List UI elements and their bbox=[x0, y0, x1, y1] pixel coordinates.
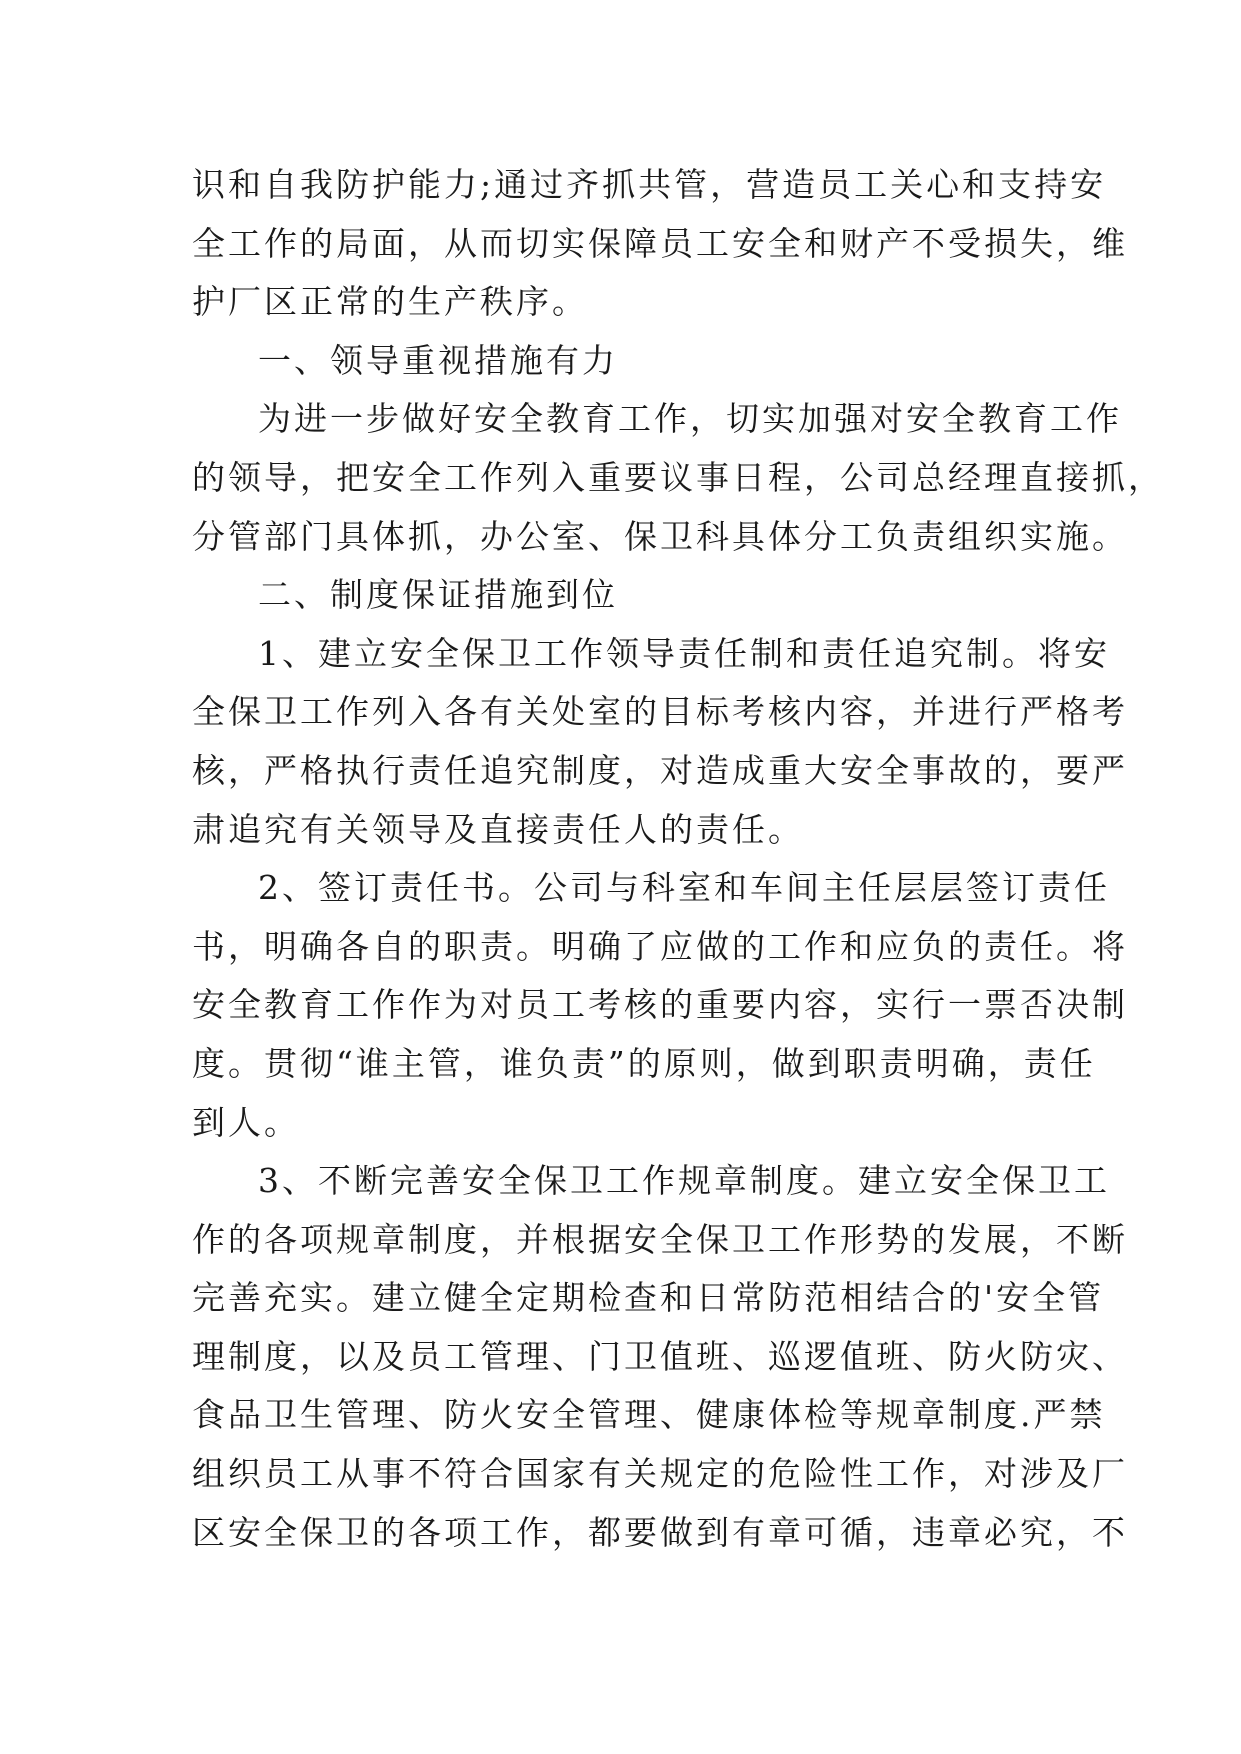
text-line: 核，严格执行责任追究制度，对造成重大安全事故的，要严 bbox=[192, 750, 1128, 790]
text-line: 护厂区正常的生产秩序。 bbox=[192, 282, 588, 322]
text-line: 全工作的局面，从而切实保障员工安全和财产不受损失，维 bbox=[192, 223, 1128, 263]
text-line: 完善充实。建立健全定期检查和日常防范相结合的'安全管 bbox=[192, 1278, 1105, 1318]
text-line: 的领导，把安全工作列入重要议事日程，公司总经理直接抓， bbox=[192, 457, 1164, 497]
text-line: 识和自我防护能力;通过齐抓共管，营造员工关心和支持安 bbox=[192, 165, 1107, 204]
text-line: 分管部门具体抓，办公室、保卫科具体分工负责组织实施。 bbox=[192, 516, 1128, 556]
document-body bbox=[192, 156, 1164, 1562]
text-line: 肃追究有关领导及直接责任人的责任。 bbox=[192, 809, 804, 849]
text-line: 1、建立安全保卫工作领导责任制和责任追究制。将安 bbox=[258, 633, 1110, 673]
text-line: 书，明确各自的职责。明确了应做的工作和应负的责任。将 bbox=[192, 926, 1128, 966]
text-line: 2、签订责任书。公司与科室和车间主任层层签订责任 bbox=[258, 868, 1110, 908]
text-line: 到人。 bbox=[192, 1102, 300, 1142]
text-line: 为进一步做好安全教育工作，切实加强对安全教育工作 bbox=[258, 399, 1122, 439]
text-line: 二、制度保证措施到位 bbox=[258, 575, 618, 615]
text-line: 安全教育工作作为对员工考核的重要内容，实行一票否决制 bbox=[192, 985, 1128, 1025]
text-line: 作的各项规章制度，并根据安全保卫工作形势的发展，不断 bbox=[192, 1219, 1128, 1259]
text-line: 区安全保卫的各项工作，都要做到有章可循，违章必究，不 bbox=[192, 1512, 1128, 1552]
text-line: 理制度，以及员工管理、门卫值班、巡逻值班、防火防灾、 bbox=[192, 1336, 1128, 1376]
text-line: 食品卫生管理、防火安全管理、健康体检等规章制度.严禁 bbox=[192, 1395, 1106, 1435]
text-line: 组织员工从事不符合国家有关规定的危险性工作，对涉及厂 bbox=[192, 1454, 1128, 1494]
text-line: 度。贯彻“谁主管，谁负责”的原则，做到职责明确，责任 bbox=[192, 1043, 1096, 1083]
text-line: 一、领导重视措施有力 bbox=[258, 340, 618, 380]
text-line: 全保卫工作列入各有关处室的目标考核内容，并进行严格考 bbox=[192, 692, 1128, 732]
text-line: 3、不断完善安全保卫工作规章制度。建立安全保卫工 bbox=[258, 1161, 1110, 1201]
